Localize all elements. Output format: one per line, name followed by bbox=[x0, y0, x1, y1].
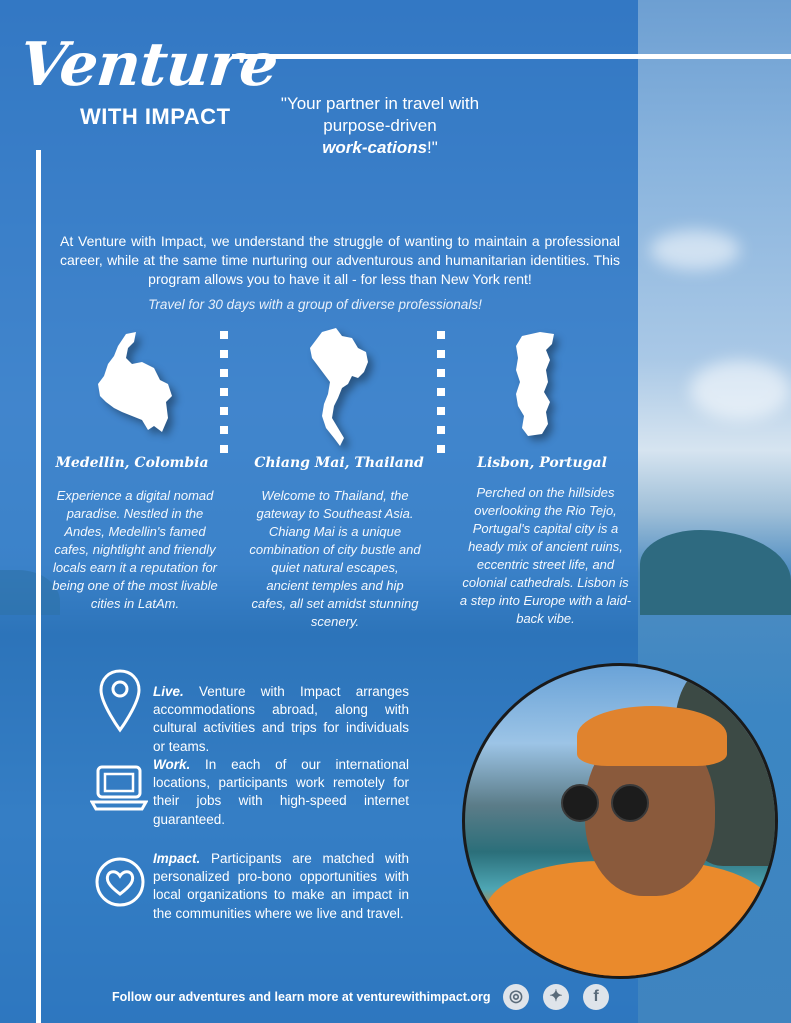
dotted-divider bbox=[220, 331, 228, 464]
feature-work-title: Work. bbox=[153, 757, 191, 772]
footer-text: Follow our adventures and learn more at venturewithimpact.org bbox=[112, 990, 491, 1004]
feature-impact-title: Impact. bbox=[153, 851, 201, 866]
city-description-medellin: Experience a digital nomad paradise. Nestled in the Andes, Medellin's famed cafes, nightlight and friendly locals earn it a reputation for being one of the most livable cities in LatAm. bbox=[52, 488, 218, 611]
facebook-icon[interactable]: f bbox=[583, 984, 609, 1010]
thailand-map-icon bbox=[308, 328, 370, 448]
logo-subtitle: WITH IMPACT bbox=[80, 104, 231, 129]
tagline-text: "Your partner in travel with purpose-driven bbox=[280, 94, 480, 135]
colombia-map-icon bbox=[96, 332, 178, 436]
logo-script: Venture bbox=[16, 30, 281, 100]
city-description-lisbon: Perched on the hillsides overlooking the Rio Tejo, Portugal's capital city is a heady mix of ancient ruins, eccentric street life, and colonial cathedrals. Lisbon is a step into Europe with a laid-back vibe. bbox=[459, 485, 632, 626]
feature-work-text: In each of our international locations, participants work remotely for their jobs with high-speed internet guaranteed. bbox=[153, 757, 409, 827]
city-title-chiang-mai: Chiang Mai, Thailand bbox=[254, 455, 424, 471]
cloud bbox=[690, 360, 790, 420]
tagline-emphasis: work-cations bbox=[322, 138, 428, 157]
laptop-icon bbox=[90, 764, 148, 812]
left-divider-line bbox=[36, 150, 41, 1023]
tagline bbox=[262, 93, 498, 159]
heart-icon bbox=[94, 856, 146, 908]
feature-work bbox=[153, 756, 409, 829]
cloud bbox=[650, 230, 740, 270]
feature-impact-text: Participants are matched with personalized pro-bono opportunities with local organizations to make an impact in the communities where we live and travel. bbox=[153, 851, 409, 921]
feature-live-text: Venture with Impact arranges accommodations abroad, along with cultural activities and trips for individuals or teams. bbox=[153, 684, 409, 754]
tagline-end: !" bbox=[427, 138, 438, 157]
dotted-divider bbox=[437, 331, 445, 464]
instagram-icon[interactable]: ◎ bbox=[503, 984, 529, 1010]
feature-impact bbox=[153, 850, 409, 923]
intro-paragraph: At Venture with Impact, we understand the struggle of wanting to maintain a professional career, while at the same time nurturing our adventurous and humanitarian identities. This program allows you to have it all - for less than New York rent! bbox=[60, 233, 620, 287]
map-pin-icon bbox=[98, 668, 142, 734]
feature-live bbox=[153, 683, 409, 756]
top-divider-line bbox=[232, 54, 791, 59]
travel-subheading: Travel for 30 days with a group of diverse professionals! bbox=[148, 297, 482, 312]
twitter-icon[interactable]: ✦ bbox=[543, 984, 569, 1010]
city-title-medellin: Medellin, Colombia bbox=[55, 455, 209, 471]
portugal-map-icon bbox=[512, 332, 562, 440]
city-title-lisbon: Lisbon, Portugal bbox=[477, 455, 607, 471]
feature-live-title: Live. bbox=[153, 684, 184, 699]
traveler-photo bbox=[462, 663, 778, 979]
city-description-chiang-mai: Welcome to Thailand, the gateway to Southeast Asia. Chiang Mai is a unique combination of city bustle and quiet natural escapes, ancient temples and hip cafes, all set amidst stunning scenery. bbox=[249, 488, 421, 629]
